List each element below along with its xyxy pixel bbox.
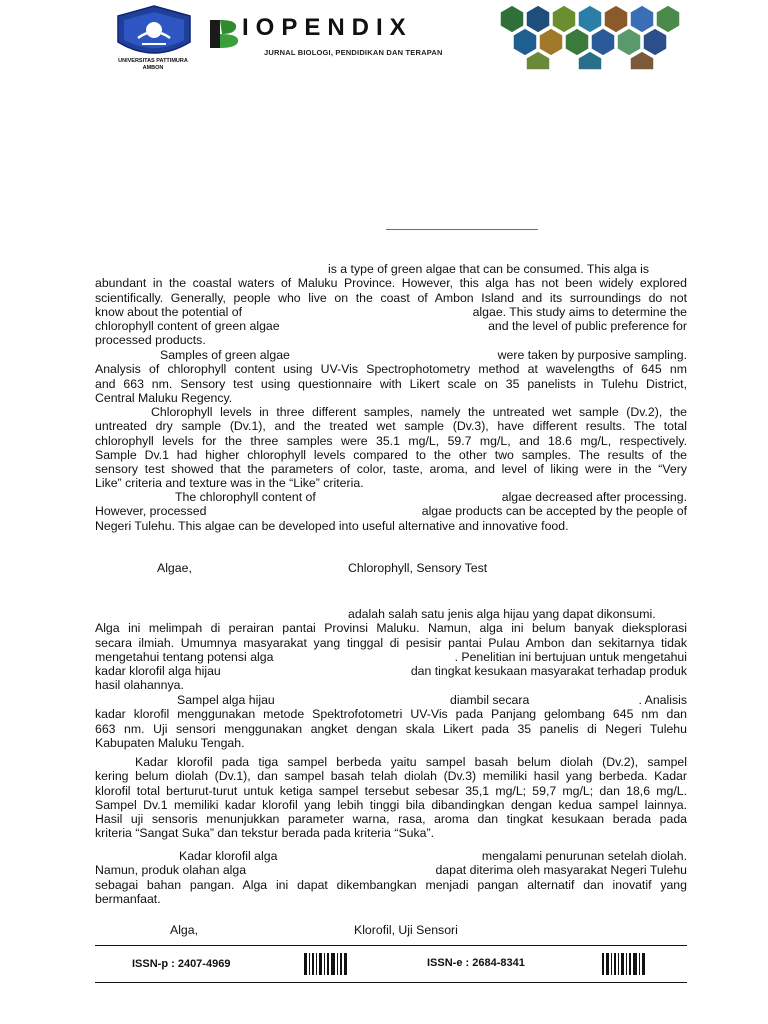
issn-print: ISSN-p : 2407-4969: [132, 958, 231, 970]
abstract-en-p1: is a type of green algae that can be consumed. This alga is abundant in the coastal waters of Maluku Province. However, this alga has not been widely explored scientifically. Generally, people who live on the coast of Ambon Island and its surroundings do not know about the potential of algae. This study aims to determine the chlorophyll content of green algae and the level of public preference for processed products.: [95, 262, 687, 348]
abstract-id-p4: Kadar klorofil alga mengalami penurunan setelah diolah. Namun, produk olahan alga dapat diterima oleh masyarakat Negeri Tulehu sebagai bahan pangan. Alga ini dapat dikembangkan menjadi pangan alternatif dan inovatif yang bermanfaat.: [95, 849, 687, 906]
keywords-en-1: Algae,: [157, 561, 192, 575]
journal-title: IOPENDIX: [242, 14, 413, 41]
journal-brand: [208, 14, 478, 62]
university-name: UNIVERSITAS PATTIMURA AMBON: [118, 58, 188, 71]
abstract-id-p1: adalah salah satu jenis alga hijau yang dapat dikonsumi. Alga ini melimpah di perairan pantai Provinsi Maluku. Namun, alga ini belum banyak dieksplorasi secara ilmiah. Umumnya masyarakat yang tinggal di pesisir pantai Pulau Ambon dan sekitarnya tidak mengetahui tentang potensi alga . Penelitian ini bertujuan untuk mengetahui kadar klorofil alga hijau dan tingkat kesukaan masyarakat terhadap produk hasil olahannya.: [95, 607, 687, 693]
keywords-id-2: Klorofil, Uji Sensori: [354, 923, 458, 937]
barcode-online-icon: [602, 953, 646, 975]
abstract-en-p2: Samples of green algae were taken by purposive sampling. Analysis of chlorophyll content using UV-Vis Spectrophotometry method at wavelengths of 645 nm and 663 nm. Sensory test using questionnaire with Likert scale on 35 panelists in Tulehu District, Central Maluku Regency.: [95, 348, 687, 405]
biodiversity-collage: [490, 2, 690, 72]
footer-rule-top: [95, 945, 687, 946]
abstract-en-p4: The chlorophyll content of algae decreased after processing. However, processed algae products can be accepted by the people of Negeri Tulehu. This algae can be developed into useful alternative and innovative food.: [95, 490, 687, 533]
barcode-print-icon: [304, 953, 348, 975]
keywords-en-2: Chlorophyll, Sensory Test: [348, 561, 488, 575]
footer-rule-bottom: [95, 982, 687, 983]
keywords-id-1: Alga,: [170, 923, 199, 937]
journal-b-logo-icon: [208, 18, 240, 50]
abstract-id-p2: Sampel alga hijau diambil secara . Analisis kadar klorofil menggunakan metode Spektrofotometri UV-Vis pada Panjang gelombang 645 nm dan 663 nm. Uji sensori menggunakan angket dengan skala Likert pada 35 panelis di Negeri Tulehu Kabupaten Maluku Tengah.: [95, 693, 687, 750]
abstract-id-p3: Kadar klorofil pada tiga sampel berbeda yaitu sampel basah belum diolah (Dv.2), sampel kering belum diolah (Dv.1), dan sampel basah telah diolah (Dv.3) memiliki hasil yang berbeda. Kadar klorofil total berturut-turut untuk ketiga sampel tersebut sebesar 35,1 mg/L; 59,7 mg/L; dan 18,6 mg/L. Sampel Dv.1 memiliki kadar klorofil yang lebih tinggi bila dibandingkan dengan kedua sampel lainnya. Hasil uji sensoris menunjukkan parameter warna, rasa, aroma dan tingkat kesukaan berada pada kriteria “Sangat Suka” dan tekstur berada pada kriteria “Suka”.: [95, 755, 687, 841]
journal-subtitle: JURNAL BIOLOGI, PENDIDIKAN DAN TERAPAN: [264, 48, 443, 57]
link-underline: [386, 229, 538, 230]
abstract-en-p3: Chlorophyll levels in three different samples, namely the untreated wet sample (Dv.2), the untreated dry sample (Dv.1), and the treated wet sample (Dv.3), have different results. The total chlorophyll levels for the three samples were 35.1 mg/L, 59.7 mg/L, and 18.6 mg/L, respectively. Sample Dv.1 had higher chlorophyll levels compared to the other two samples. The results of the sensory test showed that the parameters of color, taste, aroma, and level of liking were in the “Very Like” criteria and texture was in the “Like” criteria.: [95, 405, 687, 491]
issn-online: ISSN-e : 2684-8341: [427, 957, 525, 969]
